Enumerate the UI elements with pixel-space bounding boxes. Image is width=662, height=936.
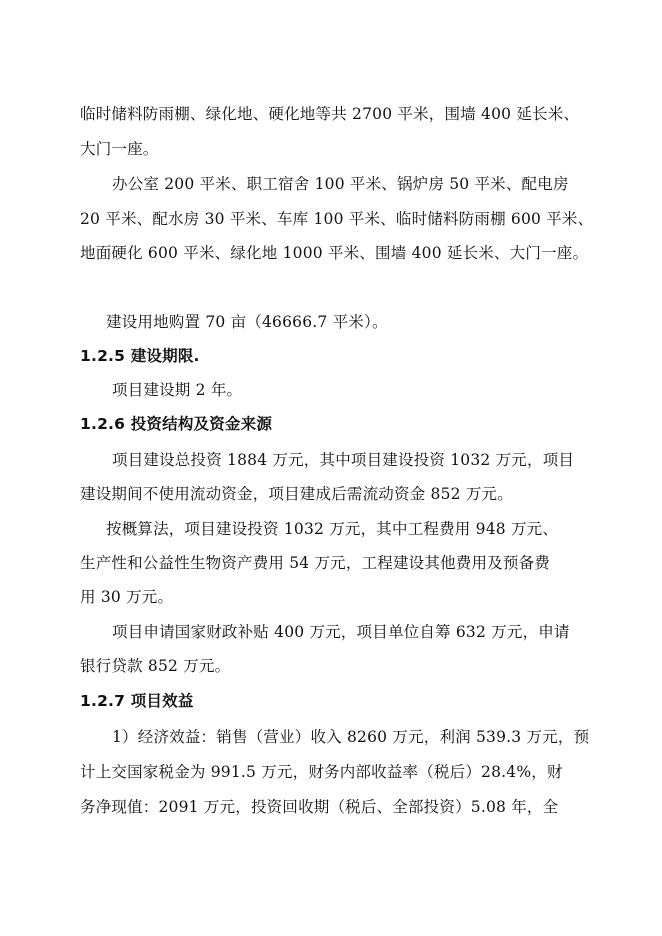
body-text-line: 20 平米、配水房 30 平米、车库 100 平米、临时储料防雨棚 600 平米、 (80, 210, 594, 228)
body-text-line: 计上交国家税金为 991.5 万元，财务内部收益率（税后）28.4%，财 (80, 763, 563, 781)
body-text-line: 建设期间不使用流动资金，项目建成后需流动资金 852 万元。 (80, 485, 513, 503)
body-text-line: 地面硬化 600 平米、绿化地 1000 平米、围墙 400 延长米、大门一座。 (80, 244, 589, 262)
body-text-line: 按概算法，项目建设投资 1032 万元，其中工程费用 948 万元、 (106, 520, 559, 538)
section-heading: 1.2.7 项目效益 (80, 692, 194, 710)
body-text-line: 用 30 万元。 (80, 588, 174, 606)
body-text-line: 务净现值：2091 万元，投资回收期（税后、全部投资）5.08 年，全 (80, 798, 559, 816)
body-text-line: 办公室 200 平米、职工宿舍 100 平米、锅炉房 50 平米、配电房 (112, 175, 569, 193)
body-text-line: 项目建设期 2 年。 (112, 381, 243, 399)
body-text-line: 生产性和公益性生物资产费用 54 万元，工程建设其他费用及预备费 (80, 554, 550, 572)
section-heading: 1.2.6 投资结构及资金来源 (80, 415, 273, 433)
section-heading: 1.2.5 建设期限. (80, 347, 200, 365)
body-text-line: 项目申请国家财政补贴 400 万元，项目单位自筹 632 万元，申请 (112, 623, 570, 641)
body-text-line: 建设用地购置 70 亩（46666.7 平米）。 (106, 313, 388, 331)
body-text-line: 项目建设总投资 1884 万元，其中项目建设投资 1032 万元，项目 (112, 451, 575, 469)
body-text-line: 大门一座。 (80, 140, 159, 158)
body-text-line: 临时储料防雨棚、绿化地、硬化地等共 2700 平米，围墙 400 延长米、 (80, 105, 580, 123)
body-text-line: 银行贷款 852 万元。 (80, 657, 231, 675)
body-text-line: 1）经济效益：销售（营业）收入 8260 万元，利润 539.3 万元，预 (112, 728, 590, 746)
